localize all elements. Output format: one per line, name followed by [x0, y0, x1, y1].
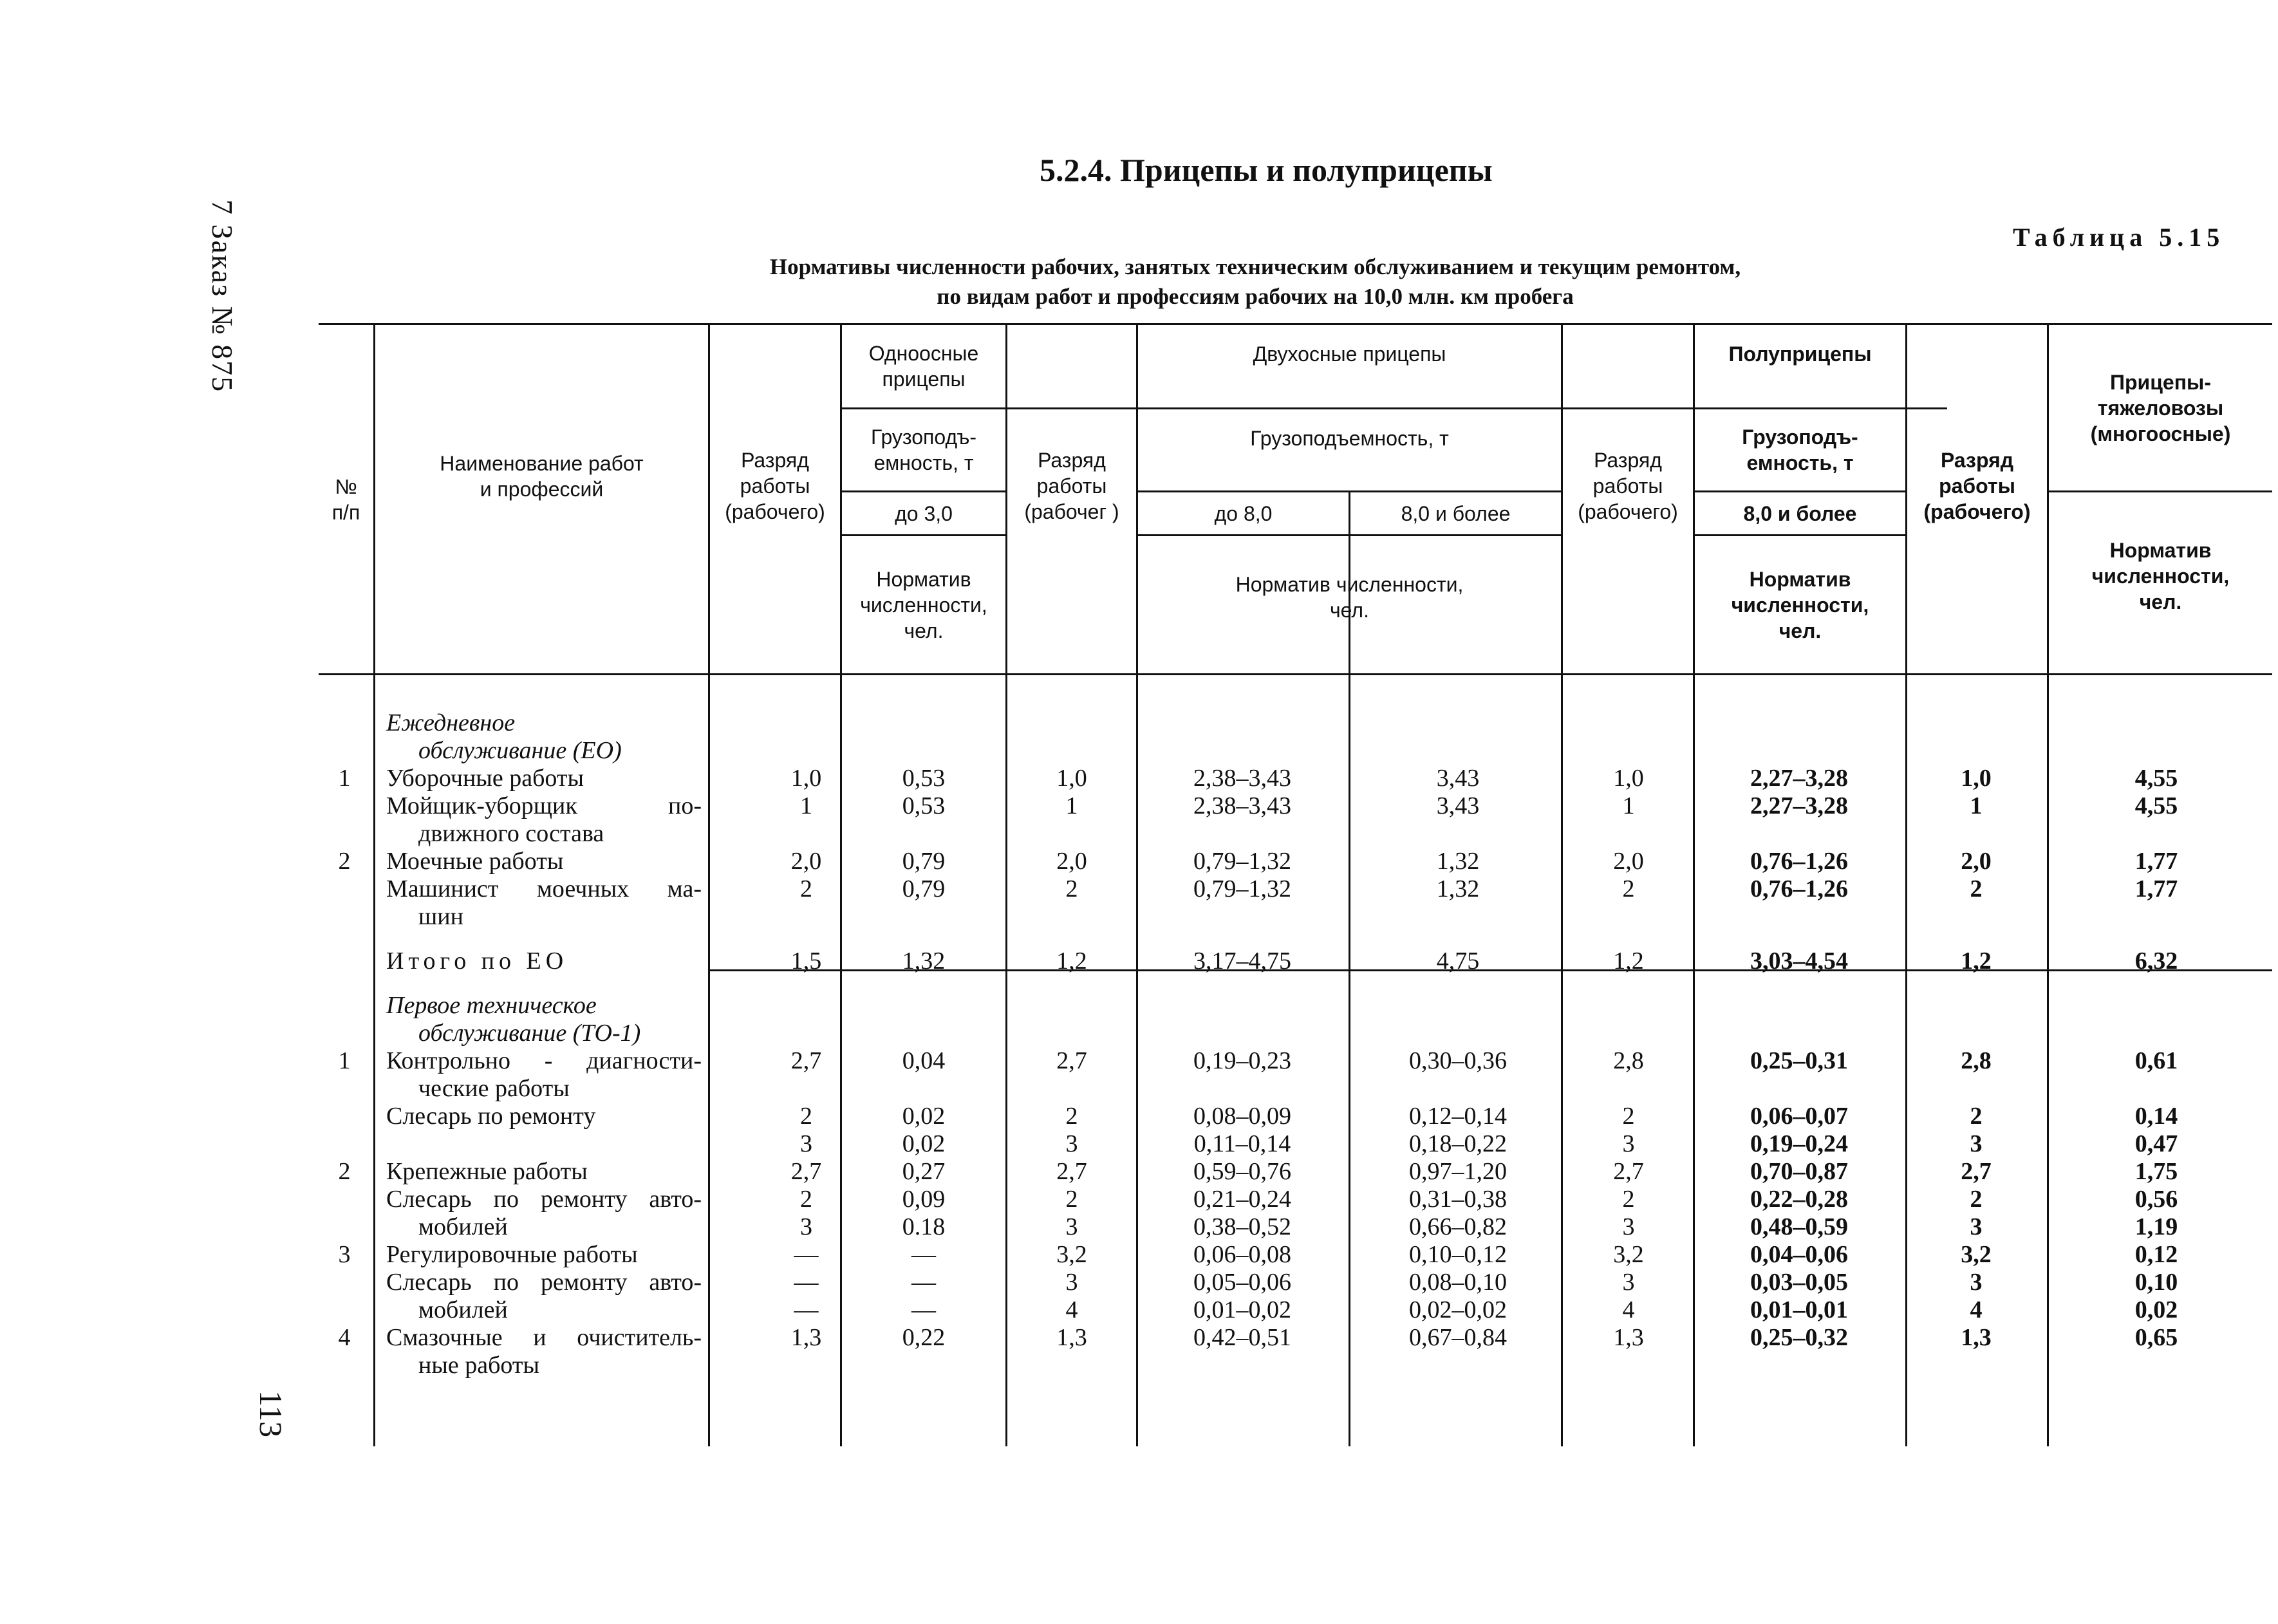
- header-over-8-semi: 8,0 и более: [1743, 501, 1857, 525]
- header-capacity-1: Грузоподъ- емность, т: [870, 425, 977, 474]
- value-cell-col-2: 0,02: [902, 1103, 946, 1130]
- section-heading: обслуживание (ЕО): [418, 737, 622, 764]
- table-row: [0, 1075, 2278, 1103]
- value-cell-col-6: 2: [1622, 1186, 1635, 1213]
- value-cell-col-6: 1,0: [1613, 765, 1644, 792]
- value-cell-col-8: 4: [1970, 1296, 1983, 1323]
- value-cell-col-2: —: [911, 1241, 936, 1268]
- value-cell-col-2: —: [911, 1296, 936, 1323]
- value-cell-col-7: 0,19–0,24: [1750, 1130, 1848, 1157]
- row-number: 2: [338, 1158, 351, 1185]
- total-row: [0, 947, 2278, 975]
- value-cell-col-3: 2: [1065, 1186, 1078, 1213]
- value-cell-col-8: 2,0: [1961, 848, 1992, 875]
- table-row: [0, 820, 2278, 848]
- value-cell-col-7: 0,25–0,32: [1750, 1324, 1848, 1351]
- value-cell-col-9: 0,47: [2134, 1130, 2178, 1157]
- value-cell-col-7: 0,06–0,07: [1750, 1103, 1848, 1130]
- header-bottom-rule: [319, 673, 2272, 675]
- work-name: ные работы: [418, 1352, 540, 1379]
- caption-line-2: по видам работ и профессиям рабочих на 10,0 млн. км пробега: [937, 284, 1574, 309]
- value-cell-col-4: 0,01–0,02: [1193, 1296, 1291, 1323]
- table-row: [0, 1269, 2278, 1296]
- value-cell-col-5: 0,67–0,84: [1409, 1324, 1507, 1351]
- table-row: [0, 903, 2278, 931]
- table-row: [0, 792, 2278, 820]
- value-cell-col-4: 0,79–1,32: [1193, 875, 1291, 902]
- value-cell-col-8: 3: [1970, 1269, 1983, 1296]
- work-name: Смазочные и очиститель-: [386, 1324, 702, 1351]
- value-cell-col-9: 6,32: [2134, 947, 2178, 975]
- value-cell-col-9: 0,12: [2134, 1241, 2178, 1268]
- value-cell-col-5: 0,31–0,38: [1409, 1186, 1507, 1213]
- work-name: мобилей: [418, 1213, 508, 1240]
- value-cell-col-8: 1,2: [1961, 947, 1992, 975]
- value-cell-col-2: 0.18: [902, 1213, 946, 1240]
- value-cell-col-1: 2,0: [790, 848, 822, 875]
- value-cell-col-6: 1: [1622, 792, 1635, 819]
- value-cell-col-8: 2,7: [1961, 1158, 1992, 1185]
- page-number: 113: [253, 1390, 289, 1438]
- header-single-axle: Одноосные прицепы: [868, 342, 979, 391]
- value-cell-col-4: 0,11–0,14: [1193, 1130, 1291, 1157]
- header-grade-3: Разряд работы (рабочего): [1578, 449, 1678, 523]
- table-row: [0, 1103, 2278, 1130]
- value-cell-col-2: 0,09: [902, 1186, 946, 1213]
- header-norm-3: Норматив численности, чел.: [1731, 567, 1869, 642]
- header-norm-1: Норматив численности, чел.: [860, 567, 987, 642]
- table-row: [0, 1296, 2278, 1324]
- value-cell-col-4: 0,42–0,51: [1193, 1324, 1291, 1351]
- header-norm-2: Норматив численности, чел.: [1235, 573, 1464, 622]
- value-cell-col-9: 1,75: [2134, 1158, 2178, 1185]
- section-heading: обслуживание (ТО-1): [418, 1020, 641, 1047]
- table-row: [0, 1324, 2278, 1352]
- table-row: [0, 1186, 2278, 1213]
- value-cell-col-3: 3,2: [1056, 1241, 1087, 1268]
- table-row: [0, 1158, 2278, 1186]
- value-cell-col-4: 0,21–0,24: [1193, 1186, 1291, 1213]
- value-cell-col-5: 1,32: [1436, 875, 1480, 902]
- work-name: Крепежные работы: [386, 1158, 588, 1185]
- row-number: 2: [338, 848, 351, 875]
- value-cell-col-7: 0,76–1,26: [1750, 875, 1848, 902]
- value-cell-col-8: 2,8: [1961, 1047, 1992, 1074]
- value-cell-col-8: 2: [1970, 1186, 1983, 1213]
- value-cell-col-8: 1,3: [1961, 1324, 1992, 1351]
- value-cell-col-4: 0,59–0,76: [1193, 1158, 1291, 1185]
- value-cell-col-5: 0,30–0,36: [1409, 1047, 1507, 1074]
- value-cell-col-9: 0,14: [2134, 1103, 2178, 1130]
- value-cell-col-1: —: [794, 1241, 819, 1268]
- value-cell-col-6: 2: [1622, 1103, 1635, 1130]
- value-cell-col-9: 1,19: [2134, 1213, 2178, 1240]
- value-cell-col-6: 4: [1622, 1296, 1635, 1323]
- order-note: 7 Заказ № 875: [206, 200, 239, 393]
- value-cell-col-1: —: [794, 1269, 819, 1296]
- value-cell-col-3: 3: [1065, 1269, 1078, 1296]
- value-cell-col-1: 1,3: [790, 1324, 822, 1351]
- header-upto-8: до 8,0: [1214, 501, 1273, 525]
- work-name: Мойщик-уборщик по-: [386, 792, 702, 819]
- header-grade-1: Разряд работы (рабочего): [725, 449, 825, 523]
- header-capacity-3: Грузоподъ- емность, т: [1742, 425, 1858, 474]
- value-cell-col-5: 0,97–1,20: [1409, 1158, 1507, 1185]
- value-cell-col-9: 0,65: [2134, 1324, 2178, 1351]
- value-cell-col-1: 1,0: [790, 765, 822, 792]
- work-name: шин: [418, 903, 463, 930]
- section-row: [0, 992, 2278, 1020]
- table-row: [0, 1130, 2278, 1158]
- value-cell-col-2: 0,79: [902, 875, 946, 902]
- value-cell-col-5: 0,10–0,12: [1409, 1241, 1507, 1268]
- value-cell-col-4: 0,06–0,08: [1193, 1241, 1291, 1268]
- value-cell-col-4: 2,38–3,43: [1193, 792, 1291, 819]
- value-cell-col-2: 0,02: [902, 1130, 946, 1157]
- value-cell-col-3: 3: [1065, 1213, 1078, 1240]
- header-grade-4: Разряд работы (рабочего): [1923, 449, 2031, 523]
- section-heading: Первое техническое: [386, 992, 597, 1019]
- value-cell-col-4: 0,19–0,23: [1193, 1047, 1291, 1074]
- header-name: Наименование работ и профессий: [440, 452, 644, 501]
- value-cell-col-4: 0,05–0,06: [1193, 1269, 1291, 1296]
- caption-line-1: Нормативы численности рабочих, занятых техническим обслуживанием и текущим ремонтом,: [769, 254, 1741, 279]
- value-cell-col-7: 0,48–0,59: [1750, 1213, 1848, 1240]
- section-heading: Ежедневное: [386, 709, 516, 736]
- table-row: [0, 765, 2278, 792]
- value-cell-col-6: 2,7: [1613, 1158, 1644, 1185]
- value-cell-col-8: 1,0: [1961, 765, 1992, 792]
- table-caption: [644, 252, 1867, 312]
- value-cell-col-7: 3,03–4,54: [1750, 947, 1848, 975]
- header-grade-2: Разряд работы (рабочег ): [1024, 449, 1119, 523]
- value-cell-col-6: 2,8: [1613, 1047, 1644, 1074]
- value-cell-col-3: 1,2: [1056, 947, 1087, 975]
- value-cell-col-1: 3: [800, 1130, 812, 1157]
- work-name: ческие работы: [418, 1075, 570, 1102]
- header-num: № п/п: [331, 474, 360, 524]
- value-cell-col-1: 1: [800, 792, 812, 819]
- value-cell-col-7: 0,25–0,31: [1750, 1047, 1848, 1074]
- table-row: [0, 848, 2278, 875]
- value-cell-col-7: 0,70–0,87: [1750, 1158, 1848, 1185]
- row-number: 1: [338, 1047, 351, 1074]
- value-cell-col-7: 2,27–3,28: [1750, 765, 1848, 792]
- value-cell-col-8: 2: [1970, 1103, 1983, 1130]
- value-cell-col-3: 2,7: [1056, 1047, 1087, 1074]
- row-number: 3: [338, 1241, 351, 1268]
- value-cell-col-5: 0,02–0,02: [1409, 1296, 1507, 1323]
- value-cell-col-8: 3: [1970, 1130, 1983, 1157]
- value-cell-col-8: 1: [1970, 792, 1983, 819]
- work-name: Регулировочные работы: [386, 1241, 638, 1268]
- value-cell-col-6: 1,2: [1613, 947, 1644, 975]
- value-cell-col-2: 0,79: [902, 848, 946, 875]
- value-cell-col-6: 3: [1622, 1130, 1635, 1157]
- work-name: Слесарь по ремонту авто-: [386, 1186, 702, 1213]
- value-cell-col-3: 3: [1065, 1130, 1078, 1157]
- work-name: Слесарь по ремонту авто-: [386, 1269, 702, 1296]
- section-row: [0, 737, 2278, 765]
- table-row: [0, 1213, 2278, 1241]
- value-cell-col-5: 4,75: [1436, 947, 1480, 975]
- work-name: Машинист моечных ма-: [386, 875, 702, 902]
- value-cell-col-2: 1,32: [902, 947, 946, 975]
- value-cell-col-3: 1,3: [1056, 1324, 1087, 1351]
- value-cell-col-8: 2: [1970, 875, 1983, 902]
- work-name: Контрольно - диагности-: [386, 1047, 702, 1074]
- value-cell-col-2: 0,53: [902, 792, 946, 819]
- value-cell-col-7: 0,22–0,28: [1750, 1186, 1848, 1213]
- value-cell-col-1: 2: [800, 1103, 812, 1130]
- value-cell-col-9: 0,10: [2134, 1269, 2178, 1296]
- value-cell-col-2: 0,53: [902, 765, 946, 792]
- work-name: движного состава: [418, 820, 604, 847]
- header-semi-trailers: Полуприцепы: [1728, 342, 1872, 366]
- value-cell-col-2: 0,22: [902, 1324, 946, 1351]
- value-cell-col-6: 3,2: [1613, 1241, 1644, 1268]
- value-cell-col-4: 0,38–0,52: [1193, 1213, 1291, 1240]
- value-cell-col-3: 4: [1065, 1296, 1078, 1323]
- value-cell-col-8: 3: [1970, 1213, 1983, 1240]
- section-row: [0, 1020, 2278, 1047]
- table-row: [0, 1047, 2278, 1075]
- value-cell-col-5: 0,18–0,22: [1409, 1130, 1507, 1157]
- value-cell-col-2: 0,27: [902, 1158, 946, 1185]
- value-cell-col-6: 3: [1622, 1213, 1635, 1240]
- value-cell-col-9: 1,77: [2134, 875, 2178, 902]
- header-capacity-2: Грузоподъемность, т: [1250, 427, 1449, 450]
- value-cell-col-3: 1: [1065, 792, 1078, 819]
- value-cell-col-9: 0,02: [2134, 1296, 2178, 1323]
- value-cell-col-1: 2: [800, 875, 812, 902]
- value-cell-col-1: 2,7: [790, 1158, 822, 1185]
- work-name: Слесарь по ремонту: [386, 1103, 596, 1130]
- value-cell-col-5: 0,08–0,10: [1409, 1269, 1507, 1296]
- value-cell-col-4: 0,79–1,32: [1193, 848, 1291, 875]
- value-cell-col-2: —: [911, 1269, 936, 1296]
- work-name: мобилей: [418, 1296, 508, 1323]
- value-cell-col-4: 3,17–4,75: [1193, 947, 1291, 975]
- value-cell-col-9: 0,61: [2134, 1047, 2178, 1074]
- header-heavy-trailers: Прицепы- тяжеловозы (многоосные): [2090, 370, 2231, 445]
- header-over-8: 8,0 и более: [1401, 501, 1511, 525]
- value-cell-col-6: 2: [1622, 875, 1635, 902]
- section-row: [0, 709, 2278, 737]
- value-cell-col-6: 3: [1622, 1269, 1635, 1296]
- section-title: 5.2.4. Прицепы и полуприцепы: [1040, 152, 1493, 188]
- value-cell-col-3: 2,0: [1056, 848, 1087, 875]
- table-row: [0, 1241, 2278, 1269]
- value-cell-col-7: 2,27–3,28: [1750, 792, 1848, 819]
- work-name: Моечные работы: [386, 848, 564, 875]
- value-cell-col-4: 0,08–0,09: [1193, 1103, 1291, 1130]
- table-row: [0, 875, 2278, 903]
- value-cell-col-6: 1,3: [1613, 1324, 1644, 1351]
- value-cell-col-3: 2,7: [1056, 1158, 1087, 1185]
- value-cell-col-6: 2,0: [1613, 848, 1644, 875]
- value-cell-col-3: 2: [1065, 1103, 1078, 1130]
- value-cell-col-7: 0,76–1,26: [1750, 848, 1848, 875]
- header-double-axle: Двухосные прицепы: [1253, 342, 1446, 366]
- work-name: Итого по ЕО: [386, 947, 568, 975]
- work-name: Уборочные работы: [386, 765, 584, 792]
- value-cell-col-9: 1,77: [2134, 848, 2178, 875]
- value-cell-col-7: 0,04–0,06: [1750, 1241, 1848, 1268]
- header-upto-3: до 3,0: [895, 501, 953, 525]
- value-cell-col-8: 3,2: [1961, 1241, 1992, 1268]
- work-name: [386, 1130, 702, 1158]
- value-cell-col-2: 0,04: [902, 1047, 946, 1074]
- row-number: 4: [338, 1324, 351, 1351]
- table-label: Таблица 5.15: [2013, 223, 2225, 252]
- row-number: 1: [338, 765, 351, 792]
- value-cell-col-1: 2: [800, 1186, 812, 1213]
- value-cell-col-5: 3,43: [1436, 765, 1480, 792]
- value-cell-col-5: 0,66–0,82: [1409, 1213, 1507, 1240]
- table-row: [0, 1352, 2278, 1379]
- value-cell-col-1: —: [794, 1296, 819, 1323]
- value-cell-col-5: 1,32: [1436, 848, 1480, 875]
- value-cell-col-1: 3: [800, 1213, 812, 1240]
- value-cell-col-1: 1,5: [790, 947, 822, 975]
- value-cell-col-5: 0,12–0,14: [1409, 1103, 1507, 1130]
- value-cell-col-9: 0,56: [2134, 1186, 2178, 1213]
- value-cell-col-5: 3,43: [1436, 792, 1480, 819]
- value-cell-col-9: 4,55: [2134, 765, 2178, 792]
- value-cell-col-3: 1,0: [1056, 765, 1087, 792]
- value-cell-col-9: 4,55: [2134, 792, 2178, 819]
- value-cell-col-4: 2,38–3,43: [1193, 765, 1291, 792]
- value-cell-col-7: 0,03–0,05: [1750, 1269, 1848, 1296]
- value-cell-col-3: 2: [1065, 875, 1078, 902]
- value-cell-col-7: 0,01–0,01: [1750, 1296, 1848, 1323]
- value-cell-col-1: 2,7: [790, 1047, 822, 1074]
- header-norm-4: Норматив численности, чел.: [2091, 539, 2230, 613]
